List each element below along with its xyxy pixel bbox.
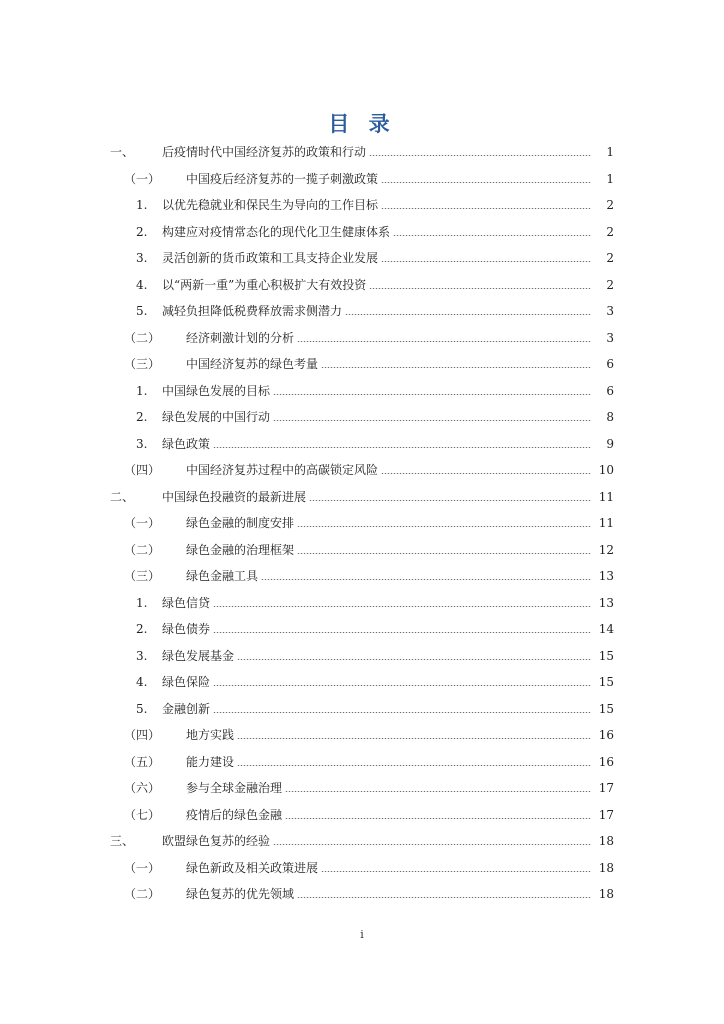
toc-leader-dots <box>273 394 591 395</box>
toc-leader-dots <box>369 288 591 289</box>
toc-entry-page: 6 <box>606 383 614 398</box>
toc-entry[interactable] <box>0 725 724 745</box>
toc-leader-dots <box>321 367 591 368</box>
toc-entry-title: 绿色金融的制度安排 <box>186 516 295 530</box>
toc-leader-dots <box>213 447 591 448</box>
toc-entry-title: 绿色发展基金 <box>162 648 235 663</box>
toc-entry[interactable] <box>0 487 724 507</box>
toc-leader-dots <box>345 314 591 315</box>
toc-entry[interactable] <box>0 169 724 189</box>
toc-entry-title: 地方实践 <box>186 728 235 742</box>
toc-leader-dots <box>213 712 591 713</box>
toc-leader-dots <box>213 685 591 686</box>
toc-entry-number: （四） <box>124 728 161 742</box>
toc-entry[interactable] <box>0 142 724 162</box>
toc-entry-page: 2 <box>606 251 614 265</box>
toc-entry-number: 2. <box>136 622 148 636</box>
toc-leader-dots <box>297 897 591 898</box>
toc-entry[interactable] <box>0 248 724 268</box>
toc-entry-number: 2. <box>136 410 148 424</box>
toc-entry[interactable] <box>0 275 724 295</box>
toc-entry-page: 18 <box>598 887 614 901</box>
toc-entry-number: 5. <box>136 701 148 716</box>
toc-entry-number: （一） <box>124 860 161 875</box>
toc-entry-number: （六） <box>124 781 161 795</box>
toc-entry[interactable] <box>0 858 724 878</box>
toc-entry[interactable] <box>0 884 724 904</box>
toc-entry[interactable] <box>0 434 724 454</box>
toc-entry-number: 三、 <box>110 834 135 848</box>
toc-entry-page: 3 <box>606 304 614 318</box>
toc-leader-dots <box>381 473 591 474</box>
toc-entry[interactable] <box>0 301 724 321</box>
toc-entry-title: 绿色保险 <box>162 675 211 689</box>
toc-entry-number: 3. <box>136 648 148 663</box>
toc-leader-dots <box>273 844 591 845</box>
toc-entry-title: 绿色信贷 <box>162 595 211 610</box>
toc-entry-title: 以“两新一重”为重心积极扩大有效投资 <box>162 277 367 292</box>
toc-entry-number: 一、 <box>110 145 135 159</box>
toc-entry-title: 中国经济复苏过程中的高碳锁定风险 <box>186 463 379 477</box>
toc-entry-page: 2 <box>606 224 614 239</box>
toc-entry-title: 中国绿色投融资的最新进展 <box>162 489 307 504</box>
toc-entry-page: 1 <box>606 145 614 159</box>
toc-leader-dots <box>237 765 591 766</box>
toc-entry-page: 8 <box>606 410 614 424</box>
toc-entry[interactable] <box>0 513 724 533</box>
toc-entry[interactable] <box>0 195 724 215</box>
toc-entry-number: 1. <box>136 595 148 610</box>
toc-entry-number: （一） <box>124 171 161 186</box>
toc-entry-number: （五） <box>124 754 161 769</box>
toc-leader-dots <box>237 738 591 739</box>
toc-entry-number: 1. <box>136 198 148 212</box>
toc-entry[interactable] <box>0 778 724 798</box>
toc-entry-page: 15 <box>598 648 614 663</box>
toc-entry-page: 12 <box>598 542 614 557</box>
toc-entry-title: 金融创新 <box>162 701 211 716</box>
toc-leader-dots <box>285 818 591 819</box>
toc-entry-number: （二） <box>124 542 161 557</box>
toc-leader-dots <box>297 526 591 527</box>
page-number-footer: i <box>360 928 364 941</box>
toc-entry-page: 9 <box>606 436 614 451</box>
toc-entry[interactable] <box>0 831 724 851</box>
toc-leader-dots <box>309 500 591 501</box>
toc-entry-title: 减轻负担降低税费释放需求侧潜力 <box>162 304 343 318</box>
toc-entry[interactable] <box>0 752 724 772</box>
toc-entry[interactable] <box>0 566 724 586</box>
toc-entry-page: 18 <box>598 834 614 848</box>
toc-entry-title: 中国经济复苏的绿色考量 <box>186 357 319 371</box>
toc-entry-title: 绿色金融工具 <box>186 569 259 583</box>
toc-entry-page: 15 <box>598 675 614 689</box>
toc-entry-page: 16 <box>598 754 614 769</box>
toc-leader-dots <box>213 632 591 633</box>
toc-entry-page: 1 <box>606 171 614 186</box>
toc-entry[interactable] <box>0 619 724 639</box>
toc-entry[interactable] <box>0 222 724 242</box>
toc-entry-number: 3. <box>136 251 148 265</box>
toc-entry-number: （三） <box>124 357 161 371</box>
toc-entry-title: 绿色政策 <box>162 436 211 451</box>
toc-leader-dots <box>261 579 591 580</box>
toc-entry-title: 后疫情时代中国经济复苏的政策和行动 <box>162 145 367 159</box>
toc-entry-page: 13 <box>598 569 614 583</box>
toc-entry-title: 绿色新政及相关政策进展 <box>186 860 319 875</box>
toc-entry-page: 11 <box>598 516 614 530</box>
toc-entry-page: 13 <box>598 595 614 610</box>
toc-entry-page: 3 <box>606 330 614 345</box>
toc-leader-dots <box>237 659 591 660</box>
toc-entry[interactable] <box>0 354 724 374</box>
toc-entry[interactable] <box>0 407 724 427</box>
toc-leader-dots <box>369 155 591 156</box>
toc-entry[interactable] <box>0 381 724 401</box>
toc-entry-title: 经济刺激计划的分析 <box>186 330 295 345</box>
toc-entry-page: 11 <box>598 489 614 504</box>
toc-entry-title: 欧盟绿色复苏的经验 <box>162 834 271 848</box>
toc-entry[interactable] <box>0 460 724 480</box>
toc-entry[interactable] <box>0 593 724 613</box>
toc-entry-title: 绿色金融的治理框架 <box>186 542 295 557</box>
toc-entry-number: 4. <box>136 675 148 689</box>
toc-entry-title: 能力建设 <box>186 754 235 769</box>
toc-entry-title: 中国疫后经济复苏的一揽子刺激政策 <box>186 171 379 186</box>
toc-entry[interactable] <box>0 672 724 692</box>
toc-entry-number: （三） <box>124 569 161 583</box>
toc-entry-title: 以优先稳就业和保民生为导向的工作目标 <box>162 198 379 212</box>
toc-entry-title: 灵活创新的货币政策和工具支持企业发展 <box>162 251 379 265</box>
toc-leader-dots <box>321 871 591 872</box>
toc-entry[interactable] <box>0 646 724 666</box>
toc-entry-page: 15 <box>598 701 614 716</box>
toc-entry-title: 绿色发展的中国行动 <box>162 410 271 424</box>
toc-entry-number: 1. <box>136 383 148 398</box>
toc-leader-dots <box>381 208 591 209</box>
toc-entry-page: 14 <box>598 622 614 636</box>
toc-entry-page: 16 <box>598 728 614 742</box>
toc-leader-dots <box>285 791 591 792</box>
toc-entry-number: 2. <box>136 224 148 239</box>
toc-entry-number: （七） <box>124 807 161 822</box>
toc-entry-page: 2 <box>606 198 614 212</box>
toc-leader-dots <box>297 341 591 342</box>
toc-entry[interactable] <box>0 699 724 719</box>
toc-entry-title: 绿色复苏的优先领域 <box>186 887 295 901</box>
toc-entry-page: 17 <box>598 781 614 795</box>
toc-entry-title: 中国绿色发展的目标 <box>162 383 271 398</box>
toc-entry-number: 5. <box>136 304 148 318</box>
toc-leader-dots <box>381 182 591 183</box>
toc-leader-dots <box>381 261 591 262</box>
toc-entry-title: 绿色债券 <box>162 622 211 636</box>
toc-entry-number: 3. <box>136 436 148 451</box>
toc-entry-title: 构建应对疫情常态化的现代化卫生健康体系 <box>162 224 391 239</box>
toc-entry[interactable] <box>0 805 724 825</box>
toc-leader-dots <box>273 420 591 421</box>
toc-entry[interactable] <box>0 328 724 348</box>
toc-entry[interactable] <box>0 540 724 560</box>
toc-entry-number: （二） <box>124 330 161 345</box>
toc-entry-page: 10 <box>598 463 614 477</box>
toc-entry-title: 疫情后的绿色金融 <box>186 807 283 822</box>
toc-entry-number: 4. <box>136 277 148 292</box>
toc-entry-page: 6 <box>606 357 614 371</box>
toc-entry-page: 18 <box>598 860 614 875</box>
toc-leader-dots <box>297 553 591 554</box>
toc-entry-page: 2 <box>606 277 614 292</box>
toc-leader-dots <box>213 606 591 607</box>
toc-entry-number: （二） <box>124 887 161 901</box>
toc-entry-title: 参与全球金融治理 <box>186 781 283 795</box>
toc-entry-number: （四） <box>124 463 161 477</box>
toc-entry-number: 二、 <box>110 489 135 504</box>
toc-leader-dots <box>393 235 591 236</box>
page-title: 目 录 <box>328 112 396 136</box>
toc-entry-page: 17 <box>598 807 614 822</box>
toc-entry-number: （一） <box>124 516 161 530</box>
